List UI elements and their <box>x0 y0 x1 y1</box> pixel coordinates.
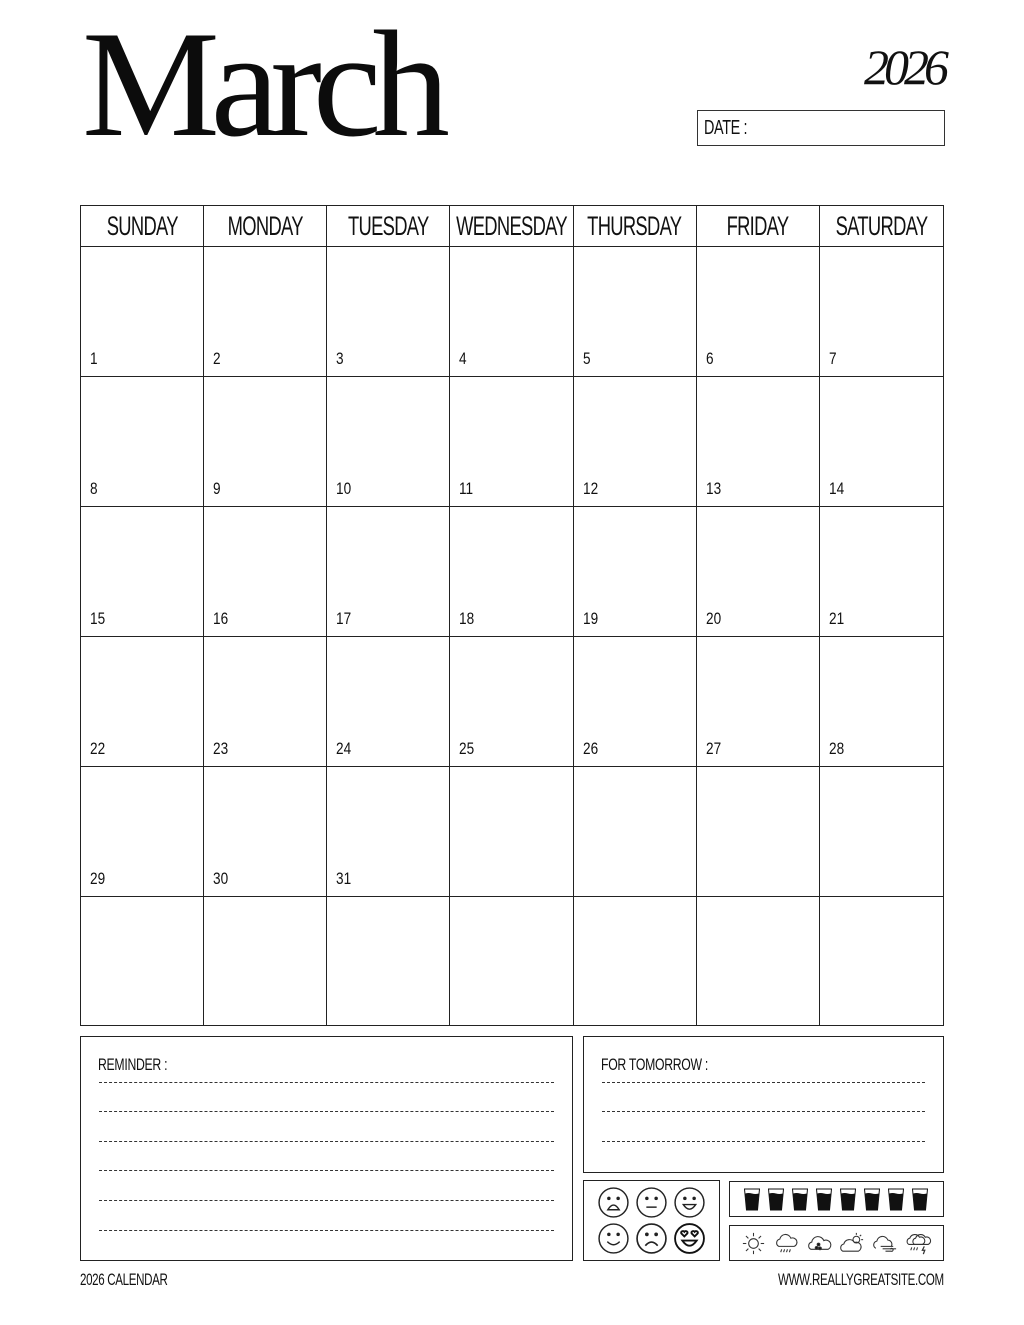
for-tomorrow-line[interactable] <box>602 1111 925 1112</box>
calendar-body <box>81 247 943 1025</box>
day-number: 12 <box>582 479 598 498</box>
day-number: 15 <box>90 609 106 628</box>
hail-cloud-icon[interactable] <box>806 1230 833 1257</box>
day-cell[interactable] <box>204 507 327 637</box>
day-cell[interactable] <box>327 377 450 507</box>
date-label: DATE : <box>704 116 748 139</box>
day-number: 5 <box>582 349 591 368</box>
empty-day-cell[interactable] <box>820 897 943 1025</box>
day-cell[interactable] <box>81 377 204 507</box>
weekday-label: FRIDAY <box>726 210 789 241</box>
day-number: 17 <box>336 609 352 628</box>
day-cell[interactable] <box>820 377 943 507</box>
day-number: 28 <box>828 739 844 758</box>
weekday-friday <box>697 206 820 246</box>
rain-cloud-icon[interactable] <box>773 1230 800 1257</box>
empty-day-cell[interactable] <box>81 897 204 1025</box>
day-number: 8 <box>90 479 98 498</box>
empty-day-cell[interactable] <box>697 897 820 1025</box>
for-tomorrow-line[interactable] <box>602 1141 925 1142</box>
calendar-grid <box>80 205 944 1026</box>
reminder-line[interactable] <box>99 1200 554 1201</box>
footer-calendar-label: 2026 CALENDAR <box>80 1270 168 1289</box>
day-cell[interactable] <box>697 637 820 767</box>
reminder-line[interactable] <box>99 1111 554 1112</box>
day-cell[interactable] <box>327 767 450 897</box>
day-cell[interactable] <box>697 507 820 637</box>
day-number: 24 <box>336 739 352 758</box>
day-cell[interactable] <box>327 247 450 377</box>
day-number: 30 <box>213 869 229 888</box>
heart-eyes-face-icon[interactable] <box>673 1222 706 1255</box>
water-glass-icon[interactable] <box>744 1188 760 1211</box>
reminder-panel[interactable] <box>80 1036 573 1261</box>
day-number: 14 <box>828 479 844 498</box>
water-glass-icon[interactable] <box>840 1188 856 1211</box>
month-title: March <box>82 0 441 168</box>
day-cell[interactable] <box>697 377 820 507</box>
grinning-face-icon[interactable] <box>673 1186 706 1219</box>
day-cell[interactable] <box>574 377 697 507</box>
empty-day-cell[interactable] <box>820 767 943 897</box>
weekday-header <box>81 206 943 247</box>
day-number: 31 <box>336 869 352 888</box>
sun-icon[interactable] <box>740 1230 767 1257</box>
sad-face-icon[interactable] <box>635 1222 668 1255</box>
reminder-line[interactable] <box>99 1141 554 1142</box>
day-number: 27 <box>705 739 721 758</box>
water-glass-icon[interactable] <box>768 1188 784 1211</box>
weekday-tuesday <box>327 206 450 246</box>
smiling-face-icon[interactable] <box>597 1222 630 1255</box>
weekday-thursday <box>574 206 697 246</box>
weekday-label: THURSDAY <box>587 210 682 241</box>
day-cell[interactable] <box>450 507 573 637</box>
day-cell[interactable] <box>450 637 573 767</box>
empty-day-cell[interactable] <box>450 897 573 1025</box>
weekday-label: WEDNESDAY <box>456 210 567 241</box>
for-tomorrow-line[interactable] <box>602 1082 925 1083</box>
date-field[interactable] <box>697 110 945 146</box>
water-tracker <box>729 1181 944 1217</box>
day-number: 21 <box>828 609 844 628</box>
day-cell[interactable] <box>204 377 327 507</box>
weather-tracker <box>729 1225 944 1261</box>
day-number: 25 <box>459 739 475 758</box>
for-tomorrow-title: FOR TOMORROW : <box>601 1055 709 1074</box>
water-glass-icon[interactable] <box>816 1188 832 1211</box>
day-cell[interactable] <box>81 637 204 767</box>
reminder-line[interactable] <box>99 1082 554 1083</box>
day-number: 29 <box>90 869 106 888</box>
day-cell[interactable] <box>820 637 943 767</box>
day-cell[interactable] <box>204 247 327 377</box>
day-cell[interactable] <box>820 507 943 637</box>
water-glass-icon[interactable] <box>864 1188 880 1211</box>
day-cell[interactable] <box>820 247 943 377</box>
day-number: 23 <box>213 739 229 758</box>
day-number: 7 <box>828 349 837 368</box>
weekday-label: MONDAY <box>227 210 303 241</box>
shocked-face-icon[interactable] <box>597 1186 630 1219</box>
day-number: 22 <box>90 739 106 758</box>
thunderstorm-icon[interactable] <box>905 1230 932 1257</box>
weekday-label: TUESDAY <box>348 210 429 241</box>
day-number: 9 <box>213 479 221 498</box>
day-number: 19 <box>582 609 598 628</box>
day-cell[interactable] <box>81 767 204 897</box>
weekday-sunday <box>81 206 204 246</box>
weekday-label: SUNDAY <box>106 210 178 241</box>
day-cell[interactable] <box>204 767 327 897</box>
weekday-saturday <box>820 206 943 246</box>
reminder-line[interactable] <box>99 1230 554 1231</box>
water-glass-icon[interactable] <box>912 1188 928 1211</box>
empty-day-cell[interactable] <box>574 767 697 897</box>
day-number: 2 <box>213 349 221 368</box>
weekday-monday <box>204 206 327 246</box>
year-title: 2026 <box>864 39 944 95</box>
day-cell[interactable] <box>450 377 573 507</box>
day-number: 3 <box>336 349 344 368</box>
day-cell[interactable] <box>81 247 204 377</box>
day-number: 1 <box>90 349 98 368</box>
partly-sunny-icon[interactable] <box>839 1230 866 1257</box>
mood-tracker <box>583 1180 720 1261</box>
day-cell[interactable] <box>450 247 573 377</box>
water-glass-icon[interactable] <box>792 1188 808 1211</box>
day-number: 18 <box>459 609 475 628</box>
day-cell[interactable] <box>327 637 450 767</box>
empty-day-cell[interactable] <box>327 897 450 1025</box>
day-number: 6 <box>705 349 714 368</box>
day-cell[interactable] <box>574 247 697 377</box>
day-number: 11 <box>459 479 474 498</box>
neutral-face-icon[interactable] <box>635 1186 668 1219</box>
day-cell[interactable] <box>81 507 204 637</box>
weekday-wednesday <box>450 206 573 246</box>
day-number: 20 <box>705 609 721 628</box>
windy-cloud-icon[interactable] <box>872 1230 899 1257</box>
day-cell[interactable] <box>574 507 697 637</box>
day-cell[interactable] <box>204 637 327 767</box>
day-cell[interactable] <box>697 247 820 377</box>
weekday-label: SATURDAY <box>835 210 928 241</box>
day-number: 16 <box>213 609 229 628</box>
day-number: 4 <box>459 349 467 368</box>
empty-day-cell[interactable] <box>697 767 820 897</box>
day-number: 13 <box>705 479 721 498</box>
empty-day-cell[interactable] <box>574 897 697 1025</box>
water-glass-icon[interactable] <box>888 1188 904 1211</box>
empty-day-cell[interactable] <box>450 767 573 897</box>
reminder-line[interactable] <box>99 1170 554 1171</box>
for-tomorrow-panel[interactable] <box>583 1036 944 1173</box>
footer-website-link[interactable]: WWW.REALLYGREATSITE.COM <box>778 1270 944 1289</box>
reminder-title: REMINDER : <box>98 1055 168 1074</box>
day-cell[interactable] <box>327 507 450 637</box>
day-number: 26 <box>582 739 598 758</box>
empty-day-cell[interactable] <box>204 897 327 1025</box>
day-number: 10 <box>336 479 352 498</box>
day-cell[interactable] <box>574 637 697 767</box>
